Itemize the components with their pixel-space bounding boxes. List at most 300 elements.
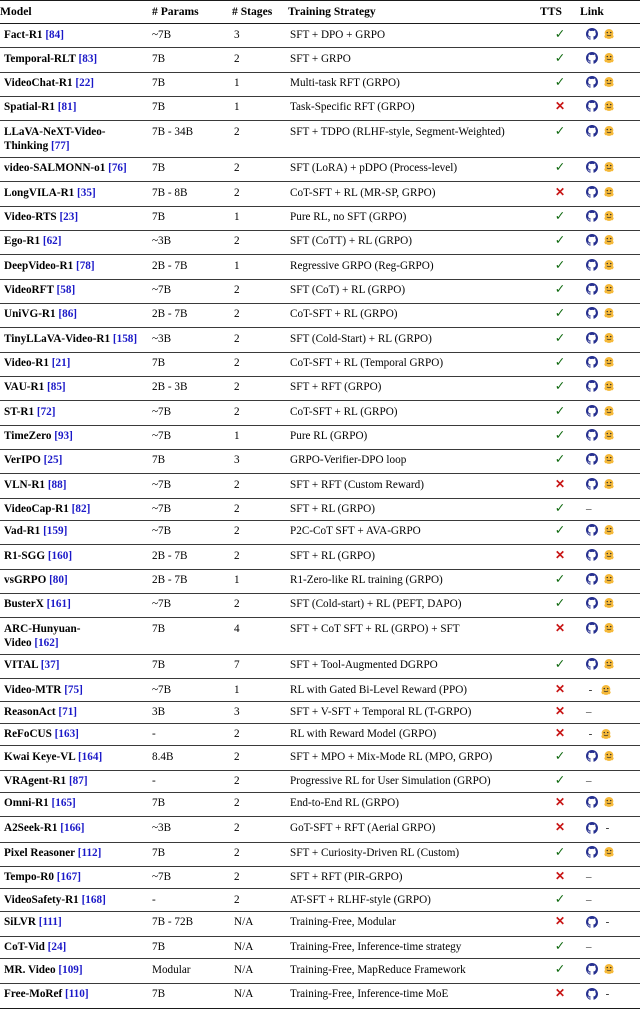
cell-model <box>0 230 152 254</box>
github-icon[interactable] <box>586 822 598 834</box>
cell-stages: 2 <box>232 48 288 72</box>
tts-check-icon: ✓ <box>554 657 566 672</box>
cell-params: 7B <box>152 72 232 96</box>
link-cell-content <box>586 963 615 975</box>
cell-tts <box>540 593 580 617</box>
cell-model <box>0 817 152 842</box>
github-icon[interactable] <box>586 573 598 585</box>
cell-tts <box>540 401 580 425</box>
table-row <box>0 959 640 983</box>
cell-stages: 2 <box>232 157 288 181</box>
huggingface-icon[interactable] <box>603 846 615 858</box>
table-row <box>0 96 640 120</box>
cell-tts <box>540 449 580 473</box>
cell-link <box>580 72 640 96</box>
cell-model <box>0 279 152 303</box>
citation-link[interactable]: [76] <box>108 162 127 175</box>
tts-cross-icon: ✕ <box>554 726 566 741</box>
huggingface-icon[interactable] <box>603 356 615 368</box>
cell-link <box>580 569 640 593</box>
link-cell-content <box>586 727 612 741</box>
cell-tts <box>540 817 580 842</box>
cell-model <box>0 425 152 449</box>
huggingface-icon[interactable] <box>603 283 615 295</box>
tts-check-icon: ✓ <box>554 50 566 65</box>
cell-tts <box>540 474 580 498</box>
cell-link <box>580 746 640 770</box>
cell-link <box>580 24 640 48</box>
cell-link <box>580 230 640 254</box>
cell-training-strategy: Training-Free, Inference-time MoE <box>288 983 540 1008</box>
cell-params: 2B - 7B <box>152 545 232 569</box>
github-icon[interactable] <box>586 524 598 536</box>
table-header-row <box>0 1 640 24</box>
github-icon[interactable] <box>586 658 598 670</box>
cell-tts <box>540 182 580 206</box>
cell-tts <box>540 679 580 701</box>
cell-stages: 2 <box>232 770 288 792</box>
model-name: Kwai Keye-VL <box>4 750 76 763</box>
cell-link <box>580 983 640 1008</box>
cell-training-strategy: SFT (Cold-Start) + RL (GRPO) <box>288 328 540 352</box>
github-icon[interactable] <box>586 307 598 319</box>
huggingface-icon[interactable] <box>600 728 612 740</box>
model-name: VRAgent-R1 <box>4 775 67 787</box>
citation-link[interactable]: [112] <box>77 847 102 860</box>
huggingface-icon[interactable] <box>603 796 615 808</box>
cell-params: ~7B <box>152 425 232 449</box>
cell-model <box>0 866 152 888</box>
cell-training-strategy: SFT + V-SFT + Temporal RL (T-GRPO) <box>288 701 540 723</box>
table-row <box>0 401 640 425</box>
tts-check-icon: ✓ <box>554 596 566 611</box>
citation-link[interactable]: [35] <box>77 186 96 199</box>
cell-training-strategy: SFT + GRPO <box>288 48 540 72</box>
cell-link <box>580 376 640 400</box>
github-icon[interactable] <box>586 453 598 465</box>
tts-cross-icon: ✕ <box>554 620 566 635</box>
github-icon[interactable] <box>586 846 598 858</box>
citation-link[interactable]: [163] <box>54 728 79 741</box>
cell-model <box>0 157 152 181</box>
github-icon[interactable] <box>586 210 598 222</box>
citation-link[interactable]: [84] <box>45 28 64 41</box>
github-icon[interactable] <box>586 796 598 808</box>
cell-stages: 2 <box>232 842 288 866</box>
huggingface-icon[interactable] <box>603 210 615 222</box>
cell-params: ~7B <box>152 24 232 48</box>
tts-check-icon: ✓ <box>554 773 566 787</box>
cell-params: 7B <box>152 983 232 1008</box>
cell-tts <box>540 230 580 254</box>
link-cell-content <box>586 705 592 719</box>
link-cell-content <box>586 573 615 585</box>
cell-params: 2B - 3B <box>152 376 232 400</box>
cell-model <box>0 746 152 770</box>
cell-stages: 2 <box>232 889 288 911</box>
tts-check-icon: ✓ <box>554 330 566 345</box>
cell-tts <box>540 746 580 770</box>
citation-link[interactable]: [164] <box>77 750 103 763</box>
link-cell-content <box>586 915 612 929</box>
cell-link <box>580 449 640 473</box>
github-icon[interactable] <box>586 234 598 246</box>
citation-link[interactable]: [82] <box>71 503 91 516</box>
github-icon[interactable] <box>586 76 598 88</box>
cell-link <box>580 866 640 888</box>
table-row <box>0 425 640 449</box>
citation-link[interactable]: [167] <box>56 871 81 884</box>
huggingface-icon[interactable] <box>603 429 615 441</box>
cell-tts <box>540 206 580 230</box>
cell-model <box>0 24 152 48</box>
cell-model <box>0 474 152 498</box>
citation-link[interactable]: [168] <box>81 893 106 906</box>
huggingface-icon[interactable] <box>603 597 615 609</box>
huggingface-icon[interactable] <box>603 259 615 271</box>
huggingface-icon[interactable] <box>603 549 615 561</box>
table-row <box>0 569 640 593</box>
cell-training-strategy: Task-Specific RFT (GRPO) <box>288 96 540 120</box>
cell-training-strategy: Pure RL, no SFT (GRPO) <box>288 206 540 230</box>
huggingface-icon[interactable] <box>603 750 615 762</box>
cell-params: 7B <box>152 618 232 655</box>
cell-model <box>0 303 152 327</box>
cell-training-strategy: Multi-task RFT (GRPO) <box>288 72 540 96</box>
cell-link <box>580 618 640 655</box>
cell-training-strategy: Training-Free, Modular <box>288 911 540 936</box>
huggingface-icon[interactable] <box>603 453 615 465</box>
github-icon[interactable] <box>586 283 598 295</box>
tts-cross-icon: ✕ <box>554 914 566 928</box>
huggingface-icon[interactable] <box>600 684 612 696</box>
cell-link <box>580 792 640 816</box>
link-cell-content <box>586 796 615 808</box>
citation-link[interactable]: [165] <box>51 797 76 810</box>
cell-training-strategy: GoT-SFT + RFT (Aerial GRPO) <box>288 817 540 842</box>
huggingface-icon[interactable] <box>603 125 615 137</box>
model-name: CoT-Vid <box>4 941 45 954</box>
citation-link[interactable]: [160] <box>47 549 73 562</box>
cell-params: 7B <box>152 206 232 230</box>
model-name: VideoCap-R1 <box>4 503 69 516</box>
citation-link[interactable]: [86] <box>58 308 78 321</box>
huggingface-icon[interactable] <box>603 332 615 344</box>
citation-link[interactable]: [78] <box>75 259 95 272</box>
cell-model <box>0 401 152 425</box>
cell-stages: 2 <box>232 279 288 303</box>
cell-params: 7B <box>152 352 232 376</box>
cell-training-strategy: CoT-SFT + RL (Temporal GRPO) <box>288 352 540 376</box>
github-icon[interactable] <box>586 988 598 1000</box>
cell-stages: 4 <box>232 618 288 655</box>
cell-params: 7B <box>152 96 232 120</box>
github-icon[interactable] <box>586 186 598 198</box>
citation-link[interactable]: [71] <box>58 706 78 719</box>
cell-stages: 2 <box>232 182 288 206</box>
model-name-cont: Video <box>4 637 35 650</box>
cell-params: 7B - 72B <box>152 911 232 936</box>
citation-link[interactable]: [83] <box>78 52 98 65</box>
cell-link <box>580 425 640 449</box>
citation-link[interactable]: [75] <box>64 683 83 696</box>
cell-link <box>580 959 640 983</box>
link-missing-dash: - <box>605 988 610 1001</box>
cell-training-strategy: SFT (CoT) + RL (GRPO) <box>288 279 540 303</box>
cell-tts <box>540 121 580 158</box>
cell-model <box>0 206 152 230</box>
github-icon[interactable] <box>586 622 598 634</box>
tts-check-icon: ✓ <box>554 891 566 906</box>
cell-stages: 7 <box>232 654 288 678</box>
model-name: Spatial-R1 <box>4 101 55 114</box>
github-icon[interactable] <box>586 405 598 417</box>
citation-link[interactable]: [24] <box>47 941 67 954</box>
cell-tts <box>540 889 580 911</box>
cell-params: ~7B <box>152 679 232 701</box>
model-name: R1-SGG <box>4 549 46 562</box>
cell-params: 7B <box>152 936 232 958</box>
table-row <box>0 679 640 701</box>
github-icon[interactable] <box>586 597 598 609</box>
github-icon[interactable] <box>586 125 598 137</box>
model-name: Tempo-R0 <box>4 871 54 884</box>
tts-cross-icon: ✕ <box>554 795 566 810</box>
link-cell-content <box>586 502 592 516</box>
cell-params: 7B <box>152 792 232 816</box>
huggingface-icon[interactable] <box>603 234 615 246</box>
cell-model <box>0 376 152 400</box>
cell-model <box>0 792 152 816</box>
cell-stages: 2 <box>232 792 288 816</box>
table-row <box>0 593 640 617</box>
cell-tts <box>540 770 580 792</box>
cell-model <box>0 889 152 911</box>
link-none-dash: – <box>586 941 592 954</box>
model-name-line2 <box>4 139 152 153</box>
link-none-dash: – <box>586 503 592 516</box>
tts-check-icon: ✓ <box>554 75 566 90</box>
cell-params: 7B <box>152 842 232 866</box>
cell-stages: 2 <box>232 817 288 842</box>
cell-params: 3B <box>152 701 232 723</box>
cell-model <box>0 911 152 936</box>
github-icon[interactable] <box>586 52 598 64</box>
github-icon[interactable] <box>586 549 598 561</box>
cell-stages: 2 <box>232 352 288 376</box>
huggingface-icon[interactable] <box>603 622 615 634</box>
cell-tts <box>540 866 580 888</box>
cell-stages: 1 <box>232 255 288 279</box>
huggingface-icon[interactable] <box>603 76 615 88</box>
citation-link[interactable]: [37] <box>40 659 60 672</box>
cell-training-strategy: Pure RL (GRPO) <box>288 425 540 449</box>
column-header-strategy: Training Strategy <box>288 1 540 24</box>
citation-link[interactable]: [81] <box>57 101 77 114</box>
huggingface-icon[interactable] <box>603 963 615 975</box>
link-cell-content <box>586 125 615 137</box>
citation-link[interactable]: [85] <box>47 381 66 394</box>
link-missing-dash: - <box>605 916 610 928</box>
huggingface-icon[interactable] <box>603 161 615 173</box>
cell-tts <box>540 618 580 655</box>
cell-tts <box>540 376 580 400</box>
cell-tts <box>540 328 580 352</box>
citation-link[interactable]: [22] <box>75 77 95 90</box>
model-name: DeepVideo-R1 <box>4 259 74 272</box>
model-name: Video-R1 <box>4 357 49 370</box>
github-icon[interactable] <box>586 161 598 173</box>
citation-link[interactable]: [58] <box>56 284 76 297</box>
cell-training-strategy: P2C-CoT SFT + AVA-GRPO <box>288 520 540 544</box>
cell-model <box>0 255 152 279</box>
link-cell-content <box>586 683 612 697</box>
model-name: Video-RTS <box>4 211 57 224</box>
github-icon[interactable] <box>586 750 598 762</box>
citation-link[interactable]: [23] <box>59 211 79 224</box>
github-icon[interactable] <box>586 100 598 112</box>
tts-cross-icon: ✕ <box>554 704 566 719</box>
huggingface-icon[interactable] <box>603 28 615 40</box>
link-cell-content <box>586 597 615 609</box>
cell-model <box>0 983 152 1008</box>
cell-training-strategy: SFT + TDPO (RLHF-style, Segment-Weighted) <box>288 121 540 158</box>
cell-model <box>0 352 152 376</box>
link-cell-content <box>586 100 615 112</box>
citation-link[interactable]: [162] <box>34 637 59 650</box>
tts-check-icon: ✓ <box>554 428 566 443</box>
github-icon[interactable] <box>586 478 598 490</box>
citation-link[interactable]: [161] <box>46 598 71 611</box>
cell-stages: 1 <box>232 569 288 593</box>
github-icon[interactable] <box>586 332 598 344</box>
cell-training-strategy: Training-Free, Inference-time strategy <box>288 936 540 958</box>
cell-training-strategy: SFT + DPO + GRPO <box>288 24 540 48</box>
cell-training-strategy: Progressive RL for User Simulation (GRPO) <box>288 770 540 792</box>
model-name: video-SALMONN-o1 <box>4 162 106 175</box>
model-name-cont: Thinking <box>4 140 51 153</box>
cell-training-strategy: R1-Zero-like RL training (GRPO) <box>288 569 540 593</box>
cell-training-strategy: SFT + RFT (GRPO) <box>288 376 540 400</box>
tts-check-icon: ✓ <box>554 748 566 763</box>
cell-model <box>0 48 152 72</box>
tts-cross-icon: ✕ <box>554 99 566 114</box>
citation-link[interactable]: [159] <box>43 525 68 538</box>
cell-stages: 2 <box>232 401 288 425</box>
model-name: Fact-R1 <box>4 28 43 41</box>
cell-link <box>580 723 640 745</box>
citation-link[interactable]: [87] <box>68 775 88 787</box>
tts-cross-icon: ✕ <box>554 819 566 834</box>
cell-params: 7B - 34B <box>152 121 232 158</box>
huggingface-icon[interactable] <box>603 100 615 112</box>
cell-model <box>0 593 152 617</box>
citation-link[interactable]: [21] <box>51 357 71 370</box>
citation-link[interactable]: [166] <box>60 821 85 834</box>
citation-link[interactable]: [93] <box>54 430 73 443</box>
citation-link[interactable]: [80] <box>49 574 68 587</box>
link-cell-content <box>586 453 615 465</box>
huggingface-icon[interactable] <box>603 524 615 536</box>
cell-params: - <box>152 889 232 911</box>
citation-link[interactable]: [109] <box>58 963 83 976</box>
github-icon[interactable] <box>586 259 598 271</box>
model-name: VideoChat-R1 <box>4 77 73 90</box>
citation-link[interactable]: [77] <box>50 140 70 153</box>
cell-training-strategy: SFT + RFT (Custom Reward) <box>288 474 540 498</box>
model-name: vsGRPO <box>4 574 47 587</box>
github-icon[interactable] <box>586 963 598 975</box>
cell-training-strategy: SFT (CoTT) + RL (GRPO) <box>288 230 540 254</box>
model-name: A2Seek-R1 <box>4 821 58 834</box>
table-row <box>0 520 640 544</box>
tts-check-icon: ✓ <box>554 939 566 954</box>
cell-params: 8.4B <box>152 746 232 770</box>
cell-params: ~7B <box>152 498 232 520</box>
huggingface-icon[interactable] <box>603 52 615 64</box>
table-row <box>0 303 640 327</box>
github-icon[interactable] <box>586 356 598 368</box>
cell-tts <box>540 303 580 327</box>
cell-params: ~3B <box>152 230 232 254</box>
tts-check-icon: ✓ <box>554 26 566 41</box>
citation-link[interactable]: [88] <box>47 478 67 491</box>
github-icon[interactable] <box>586 380 598 392</box>
cell-model <box>0 121 152 158</box>
huggingface-icon[interactable] <box>603 573 615 585</box>
cell-model <box>0 618 152 655</box>
cell-tts <box>540 498 580 520</box>
citation-link[interactable]: [25] <box>43 454 63 467</box>
model-name: BusterX <box>4 598 44 611</box>
cell-stages: 1 <box>232 425 288 449</box>
citation-link[interactable]: [111] <box>38 916 62 928</box>
citation-link[interactable]: [110] <box>64 988 89 1001</box>
cell-stages: 1 <box>232 96 288 120</box>
cell-training-strategy: SFT + Tool-Augmented DGRPO <box>288 654 540 678</box>
cell-link <box>580 520 640 544</box>
cell-link <box>580 255 640 279</box>
cell-link <box>580 679 640 701</box>
model-name: Video-MTR <box>4 683 62 696</box>
citation-link[interactable]: [62] <box>42 235 62 248</box>
cell-stages: 2 <box>232 498 288 520</box>
huggingface-icon[interactable] <box>603 186 615 198</box>
table-row <box>0 746 640 770</box>
cell-stages: 3 <box>232 701 288 723</box>
table-row <box>0 328 640 352</box>
cell-link <box>580 817 640 842</box>
github-icon[interactable] <box>586 429 598 441</box>
citation-link[interactable]: [72] <box>36 405 56 418</box>
link-cell-content <box>586 987 612 1001</box>
huggingface-icon[interactable] <box>603 478 615 490</box>
cell-tts <box>540 723 580 745</box>
cell-model <box>0 701 152 723</box>
github-icon[interactable] <box>586 916 598 928</box>
huggingface-icon[interactable] <box>603 380 615 392</box>
github-icon[interactable] <box>586 28 598 40</box>
citation-link[interactable]: [158] <box>112 332 138 345</box>
huggingface-icon[interactable] <box>603 405 615 417</box>
huggingface-icon[interactable] <box>603 307 615 319</box>
table-row <box>0 618 640 655</box>
tts-check-icon: ✓ <box>554 379 566 394</box>
cell-params: ~7B <box>152 866 232 888</box>
huggingface-icon[interactable] <box>603 658 615 670</box>
cell-stages: N/A <box>232 959 288 983</box>
cell-link <box>580 328 640 352</box>
